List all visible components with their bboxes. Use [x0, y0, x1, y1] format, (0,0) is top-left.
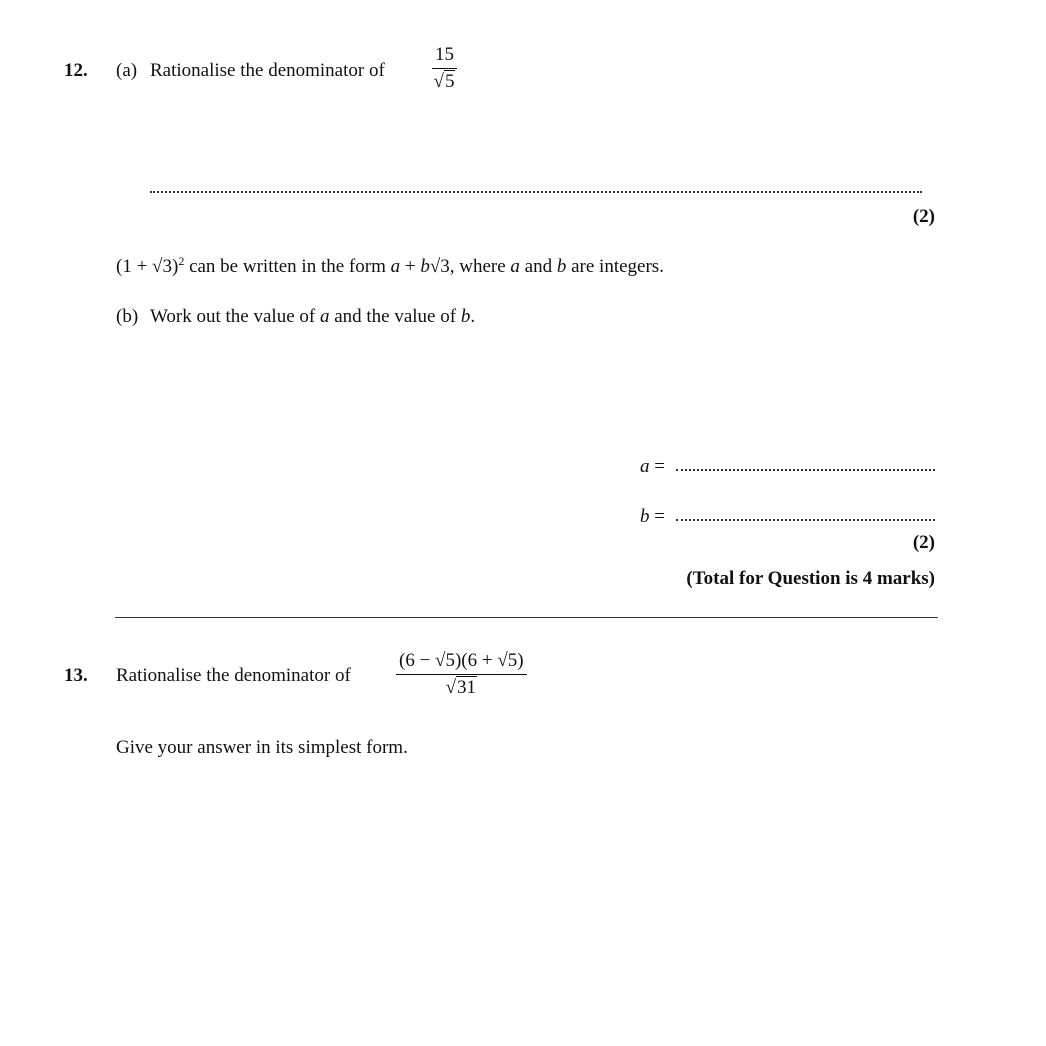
var-a: a — [640, 456, 650, 477]
equals-sign: = — [649, 506, 665, 527]
answer-a-line[interactable] — [676, 469, 935, 471]
q12-radicand: 5 — [444, 71, 455, 92]
q12a-marks: (2) — [912, 206, 935, 227]
question-12-number: 12. — [64, 60, 88, 81]
q12-part-b-label: (b) — [116, 306, 139, 327]
statement-root3: √3, where — [429, 256, 511, 277]
part-b-text-mid: and the value of — [329, 306, 461, 327]
sqrt-symbol: √ — [445, 677, 457, 698]
question-13-number: 13. — [64, 665, 88, 686]
q13-fraction-denominator — [396, 675, 527, 699]
num-radicand-1: 5 — [445, 650, 455, 671]
answer-b-label — [640, 506, 665, 528]
q13-instruction: Give your answer in its simplest form. — [116, 737, 408, 758]
statement-exponent: 2 — [178, 254, 185, 268]
num-mid: )(6 + — [454, 650, 498, 671]
q12-part-a-text: Rationalise the denominator of — [150, 60, 385, 81]
statement-middle: can be written in the form — [184, 256, 391, 277]
den-radicand: 31 — [457, 677, 477, 698]
q13-fraction — [396, 650, 527, 699]
sqrt-symbol: √ — [433, 71, 444, 92]
part-b-text-start: Work out the value of — [150, 306, 320, 327]
q12-fraction — [432, 44, 457, 93]
q12a-answer-line[interactable] — [150, 191, 922, 193]
q12-part-a-label: (a) — [116, 60, 138, 81]
answer-a-label — [640, 456, 665, 478]
var-b: b — [640, 506, 650, 527]
part-b-text-end: . — [470, 306, 476, 327]
var-a: a — [390, 256, 401, 277]
var-a: a — [510, 256, 520, 277]
statement-tail: are integers. — [566, 256, 664, 277]
sqrt-symbol: √ — [435, 650, 446, 671]
var-b: b — [460, 306, 471, 327]
q13-fraction-numerator — [396, 650, 527, 674]
statement-plus: + — [400, 256, 421, 277]
var-b: b — [420, 256, 430, 277]
statement-and: and — [519, 256, 557, 277]
q12-fraction-denominator — [432, 69, 457, 93]
q13-text: Rationalise the denominator of — [116, 665, 351, 686]
answer-b-line[interactable] — [676, 519, 935, 521]
num-open: (6 − — [399, 650, 436, 671]
q12b-marks: (2) — [912, 532, 935, 553]
q12-fraction-numerator: 15 — [435, 44, 454, 65]
statement-open: (1 + √3) — [116, 256, 179, 277]
equals-sign: = — [649, 456, 665, 477]
question-divider — [115, 617, 938, 618]
q12-statement — [116, 256, 664, 278]
sqrt-symbol: √ — [497, 650, 508, 671]
var-b: b — [556, 256, 567, 277]
q12-total-marks: (Total for Question is 4 marks) — [686, 568, 935, 589]
num-radicand-2: 5 — [507, 650, 518, 671]
num-close: ) — [517, 650, 524, 671]
var-a: a — [319, 306, 330, 327]
q12-part-b-text — [150, 306, 475, 328]
